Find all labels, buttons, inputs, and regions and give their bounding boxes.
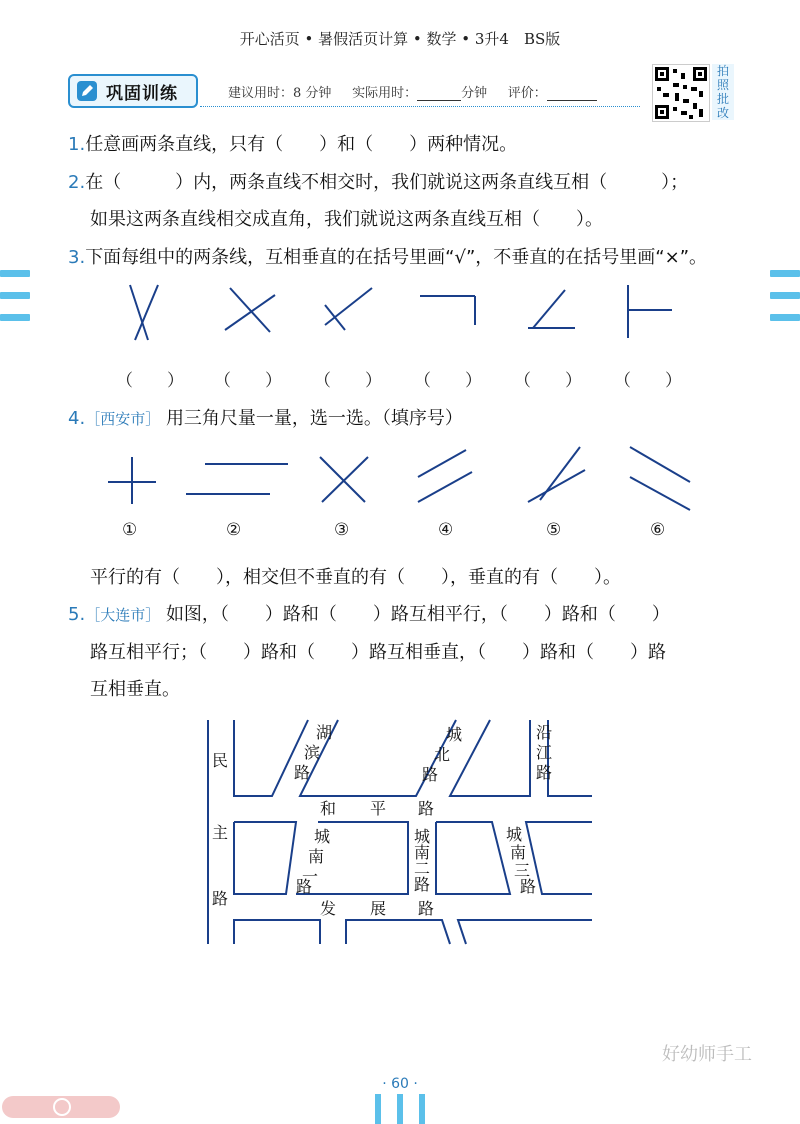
question-number: 5. [68, 604, 86, 625]
label-fazhan-3: 路 [418, 899, 435, 918]
line-pair-3 [325, 305, 345, 330]
question-4-answer[interactable]: 平行的有（ ），相交但不垂直的有（ ），垂直的有（ ）。 [90, 567, 621, 588]
label-minzhu-1: 民 [212, 751, 229, 770]
line-pair-3 [325, 288, 372, 325]
question-text: 如图，（ ）路和（ ）路互相平行，（ ）路和（ ） [165, 604, 670, 625]
figure-3 [320, 457, 365, 502]
left-decor-bar [0, 314, 30, 321]
q4-line-figures [100, 442, 720, 512]
qr-text-char: 改 [716, 106, 729, 120]
road-map [200, 718, 600, 946]
answer-blank[interactable]: （ ） [414, 371, 482, 391]
actual-time-label: 实际用时： [352, 86, 418, 101]
label-chengnan3-3: 三 [514, 861, 531, 880]
source-tag: ［大连市］ [85, 606, 161, 624]
figure-3 [322, 457, 368, 502]
question-2-line-2: 如果这两条直线相交成直角，我们就说这两条直线互相（ ）。 [90, 209, 603, 230]
page-number: · 60 · [382, 1076, 418, 1092]
page-header-title: 开心活页 • 暑假活页计算 • 数学 • 3升4 BS版 [239, 30, 561, 48]
qr-code-icon[interactable] [652, 64, 710, 122]
label-chengbei-3: 路 [422, 765, 439, 784]
left-decor-bar [0, 292, 30, 299]
evaluation-blank[interactable] [547, 88, 597, 101]
label-yanjiang-1: 沿 [536, 723, 553, 742]
footer-decor-bar [397, 1094, 403, 1124]
label-heping-3: 路 [418, 799, 435, 818]
question-text: 用三角尺量一量，选一选。（填序号） [165, 408, 463, 429]
label-chengnan3-2: 南 [510, 843, 527, 862]
label-chengnan2-3: 二 [414, 859, 431, 878]
label-minzhu-2: 主 [212, 823, 229, 842]
label-chengbei-1: 城 [446, 725, 463, 744]
label-yanjiang-3: 路 [536, 763, 553, 782]
section-badge-label: 巩固训练 [106, 83, 178, 104]
answer-blank[interactable]: （ ） [314, 371, 382, 391]
left-decor-bar [0, 270, 30, 277]
qr-text-char: 批 [716, 92, 729, 106]
figure-label: ① [122, 520, 138, 540]
label-chengnan3-4: 路 [520, 877, 537, 896]
q3-answer-row [0, 366, 800, 390]
label-chengnan1-3: 一 [302, 867, 319, 886]
label-chengnan1-1: 城 [314, 827, 331, 846]
question-number: 3. [68, 247, 86, 268]
figure-label: ④ [438, 520, 454, 540]
figure-4 [418, 450, 466, 477]
figure-6 [630, 477, 690, 510]
right-decor-bar [770, 314, 800, 321]
label-chengnan2-2: 南 [414, 843, 431, 862]
actual-time-blank[interactable] [417, 88, 461, 101]
label-yanjiang-2: 江 [536, 743, 553, 762]
scan-to-grade-label [712, 64, 734, 120]
question-1 [68, 130, 517, 156]
actual-time-unit: 分钟 [461, 86, 488, 101]
label-heping-2: 平 [370, 799, 387, 818]
label-chengnan2-1: 城 [414, 827, 431, 846]
label-hubin-1: 湖 [316, 723, 333, 742]
question-number: 2. [68, 172, 86, 193]
section-badge [68, 74, 198, 108]
line-pair-5 [533, 290, 565, 328]
question-3 [68, 243, 707, 269]
label-heping-1: 和 [320, 799, 337, 818]
q3-line-figures [100, 280, 720, 345]
figure-label: ⑤ [546, 520, 562, 540]
section-bar [68, 70, 628, 106]
label-hubin-2: 滨 [304, 743, 321, 762]
answer-blank[interactable]: （ ） [514, 371, 582, 391]
label-chengbei-2: 北 [434, 745, 451, 764]
question-number: 1. [68, 134, 86, 155]
q4-figure-labels [0, 520, 800, 548]
line-pair-2 [225, 295, 275, 330]
label-chengnan3-1: 城 [506, 825, 523, 844]
label-fazhan-2: 展 [370, 899, 387, 918]
pencil-icon [76, 80, 98, 102]
brand-logo-icon [2, 1094, 122, 1120]
watermark-text: 好幼师手工 [662, 1044, 752, 1065]
line-pair-2 [230, 288, 270, 332]
figure-4 [418, 472, 472, 502]
question-text: 在（ ）内，两条直线不相交时，我们就说这两条直线互相（ ）； [85, 172, 689, 193]
section-divider [200, 106, 640, 107]
answer-blank[interactable]: （ ） [116, 371, 184, 391]
label-chengnan1-2: 南 [308, 847, 325, 866]
section-meta [228, 82, 597, 101]
figure-6 [630, 447, 690, 482]
question-5-line-1 [68, 600, 670, 626]
figure-label: ③ [334, 520, 350, 540]
question-5-line-3: 互相垂直。 [90, 679, 180, 700]
question-text: 任意画两条直线，只有（ ）和（ ）两种情况。 [85, 134, 518, 155]
label-chengnan2-4: 路 [414, 875, 431, 894]
qr-text-char: 拍 [716, 64, 729, 78]
answer-blank[interactable]: （ ） [614, 371, 682, 391]
answer-blank[interactable]: （ ） [214, 371, 282, 391]
question-2-line-1 [68, 168, 688, 194]
question-number: 4. [68, 408, 86, 429]
label-chengnan1-4: 路 [296, 877, 313, 896]
question-4 [68, 404, 463, 430]
suggest-time: 建议用时：8 分钟 [228, 86, 332, 101]
source-tag: ［西安市］ [85, 410, 161, 428]
question-5-line-2: 路互相平行；（ ）路和（ ）路互相垂直，（ ）路和（ ）路 [90, 642, 666, 663]
qr-text-char: 照 [716, 78, 729, 92]
figure-5 [540, 447, 580, 500]
label-fazhan-1: 发 [320, 899, 337, 918]
footer-decor-bar [419, 1094, 425, 1124]
figure-5 [528, 470, 585, 502]
figure-label: ⑥ [650, 520, 666, 540]
question-text: 下面每组中的两条线，互相垂直的在括号里画“√”，不垂直的在括号里画“×”。 [85, 247, 708, 268]
right-decor-bar [770, 292, 800, 299]
figure-label: ② [226, 520, 242, 540]
right-decor-bar [770, 270, 800, 277]
evaluation-label: 评价： [507, 86, 547, 101]
label-hubin-3: 路 [294, 763, 311, 782]
label-minzhu-3: 路 [212, 889, 229, 908]
footer-decor-bar [375, 1094, 381, 1124]
